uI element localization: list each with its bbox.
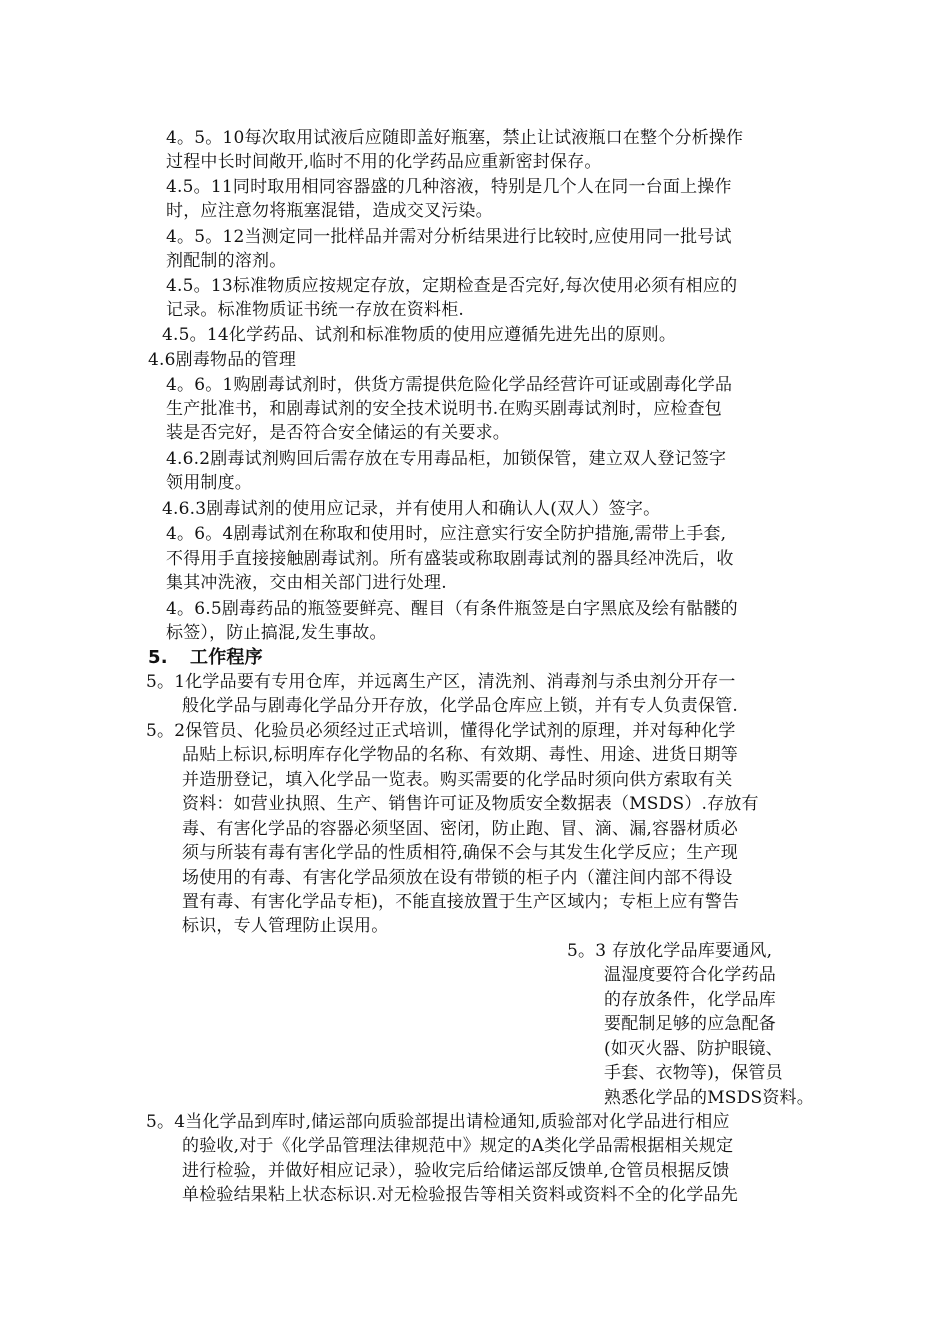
para-4-6-2-line-1: 4.6.2剧毒试剂购回后需存放在专用毒品柜，加锁保管，建立双人登记签字 <box>166 449 727 469</box>
para-4-5-12-line-1: 4。5。12当测定同一批样品并需对分析结果进行比较时,应使用同一批号试 <box>166 227 732 247</box>
para-5-4-line-2: 的验收,对于《化学品管理法律规范中》规定的A类化学品需根据相关规定 <box>182 1136 734 1156</box>
para-5-3-line-6: 手套、衣物等)，保管员 <box>604 1063 783 1083</box>
para-4-6-1-line-3: 装是否完好，是否符合安全储运的有关要求。 <box>166 423 510 443</box>
para-5-1-line-2: 般化学品与剧毒化学品分开存放，化学品仓库应上锁，并有专人负责保管. <box>182 696 739 716</box>
para-4-5-14: 4.5。14化学药品、试剂和标准物质的使用应遵循先进先出的原则。 <box>162 325 677 345</box>
para-4-5-11-line-1: 4.5。11同时取用相同容器盛的几种溶液，特别是几个人在同一台面上操作 <box>166 177 732 197</box>
para-5-4-line-3: 进行检验，并做好相应记录），验收完后给储运部反馈单,仓管员根据反馈 <box>182 1161 730 1181</box>
para-4-6-4-line-1: 4。6。4剧毒试剂在称取和使用时，应注意实行安全防护措施,需带上手套, <box>166 524 727 544</box>
section-5-number: 5. <box>148 647 168 668</box>
para-4-6-4-line-2: 不得用手直接接触剧毒试剂。所有盛装或称取剧毒试剂的器具经冲洗后，收 <box>166 549 734 569</box>
para-4-5-13-line-1: 4.5。13标准物质应按规定存放，定期检查是否完好,每次使用必须有相应的 <box>166 276 738 296</box>
para-4-6-5-line-2: 标签），防止搞混,发生事故。 <box>166 623 387 643</box>
para-5-2-line-8: 置有毒、有害化学品专柜)，不能直接放置于生产区域内；专柜上应有警告 <box>182 892 740 912</box>
para-4-6-5-line-1: 4。6.5剧毒药品的瓶签要鲜亮、醒目（有条件瓶签是白字黑底及绘有骷髅的 <box>166 599 738 619</box>
para-5-3-line-7: 熟悉化学品的MSDS资料。 <box>604 1088 814 1108</box>
para-5-4-line-4: 单检验结果粘上状态标识.对无检验报告等相关资料或资料不全的化学品先 <box>182 1185 739 1205</box>
section-5-title: 工作程序 <box>190 647 263 668</box>
para-4-6-3: 4.6.3剧毒试剂的使用应记录，并有使用人和确认人(双人）签字。 <box>162 499 661 519</box>
para-5-2-line-9: 标识，专人管理防止误用。 <box>182 916 389 936</box>
para-5-1-line-1: 5。1化学品要有专用仓库，并远离生产区，清洗剂、消毒剂与杀虫剂分开存一 <box>146 672 736 692</box>
para-4-5-11-line-2: 时，应注意勿将瓶塞混错，造成交叉污染。 <box>166 201 493 221</box>
para-5-3-line-1: 5。3 存放化学品库要通风, <box>567 941 773 961</box>
para-4-6-2-line-2: 领用制度。 <box>166 473 252 493</box>
para-4-6-1-line-2: 生产批准书，和剧毒试剂的安全技术说明书.在购买剧毒试剂时，应检查包 <box>166 399 723 419</box>
para-5-3-line-5: (如灭火器、防护眼镜、 <box>604 1039 783 1059</box>
para-5-3-line-3: 的存放条件，化学品库 <box>604 990 776 1010</box>
para-5-4-line-1: 5。4当化学品到库时,储运部向质验部提出请检通知,质验部对化学品进行相应 <box>146 1112 730 1132</box>
para-5-2-line-5: 毒、有害化学品的容器必须坚固、密闭，防止跑、冒、滴、漏,容器材质必 <box>182 819 739 839</box>
para-4-6-4-line-3: 集其冲洗液，交由相关部门进行处理. <box>166 573 447 593</box>
para-4-5-10-line-2: 过程中长时间敞开,临时不用的化学药品应重新密封保存。 <box>166 152 602 172</box>
para-5-2-line-1: 5。2保管员、化验员必须经过正式培训，懂得化学试剂的原理，并对每种化学 <box>146 721 736 741</box>
para-5-2-line-4: 资料：如营业执照、生产、销售许可证及物质安全数据表（MSDS）.存放有 <box>182 794 759 814</box>
para-5-3-line-4: 要配制足够的应急配备 <box>604 1014 776 1034</box>
para-5-2-line-3: 并造册登记，填入化学品一览表。购买需要的化学品时须向供方索取有关 <box>182 770 733 790</box>
para-5-3-line-2: 温湿度要符合化学药品 <box>604 965 776 985</box>
para-5-2-line-2: 品贴上标识,标明库存化学物品的名称、有效期、毒性、用途、进货日期等 <box>182 745 739 765</box>
para-5-2-line-6: 须与所装有毒有害化学品的性质相符,确保不会与其发生化学反应；生产现 <box>182 843 739 863</box>
section-4-6-heading: 4.6剧毒物品的管理 <box>148 350 297 370</box>
para-4-5-13-line-2: 记录。标准物质证书统一存放在资料柜. <box>166 300 465 320</box>
para-4-5-12-line-2: 剂配制的溶剂。 <box>166 251 287 271</box>
para-4-5-10-line-1: 4。5。10每次取用试液后应随即盖好瓶塞，禁止让试液瓶口在整个分析操作 <box>166 128 744 148</box>
para-4-6-1-line-1: 4。6。1购剧毒试剂时，供货方需提供危险化学品经营许可证或剧毒化学品 <box>166 375 733 395</box>
para-5-2-line-7: 场使用的有毒、有害化学品须放在设有带锁的柜子内（灌注间内部不得设 <box>182 868 733 888</box>
